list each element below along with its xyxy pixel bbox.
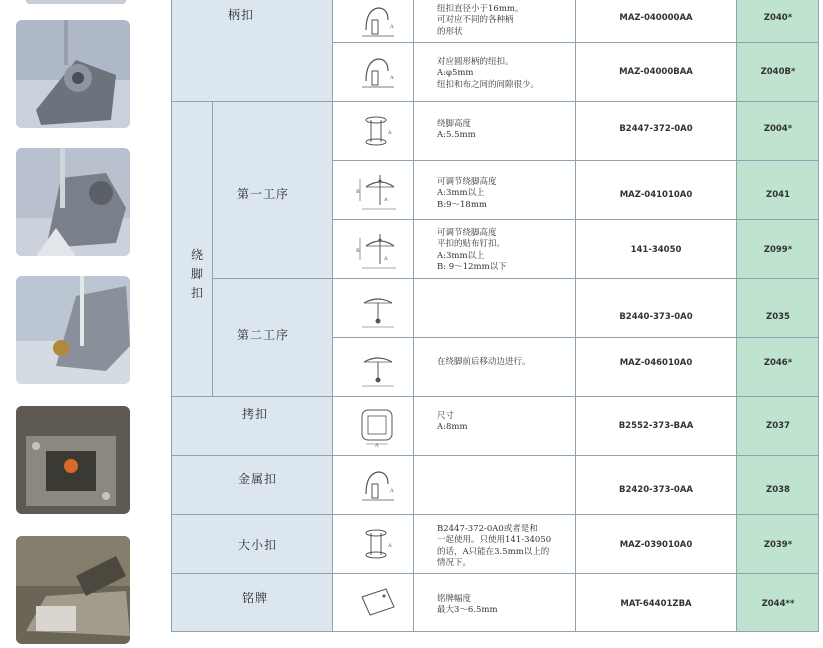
attachment-code: Z035 [766,312,790,322]
description-line: A:8mm [437,422,468,433]
description-line: B: 9～12mm以下 [437,262,507,273]
part-number: MAZ-04000BAA [619,67,693,77]
attachment-code: Z004* [763,124,793,134]
description-cell [414,456,576,515]
part-number: MAZ-041010A0 [619,190,693,200]
svg-text:B: B [356,189,360,195]
wrap-second-icon [356,289,400,329]
description-line: 平扣的贴布钉扣。 [437,239,506,250]
shank-button-icon [356,2,400,42]
process-label-first: 第一工序 [237,187,290,201]
sewing-machine-photo-3 [16,276,130,384]
category-label: 拷扣 [242,407,269,421]
group-label-text: 绕脚扣 [190,248,203,300]
description-line: 最大3～6.5mm [437,605,498,616]
square-button-icon [356,407,400,447]
description-line: 的形状 [437,26,463,37]
description-line: B:9～18mm [437,199,487,210]
category-label: 大小扣 [238,538,278,552]
svg-text:A: A [384,256,388,262]
process-label-second: 第二工序 [237,328,290,342]
attachment-code: Z038 [766,485,790,495]
description-line: 的话，A只能在3.5mm以上的 [437,546,550,557]
description-line: 情况下。 [437,558,472,569]
category-label: 金属扣 [238,472,278,486]
part-number: B2420-373-0AA [618,485,693,495]
description-line: 铭牌幅度 [437,594,472,604]
attachment-code: Z040B* [760,67,796,77]
description-line: 尺寸 [437,411,455,421]
attachment-code: Z099* [763,245,793,255]
attachment-code: Z039* [763,540,793,550]
description-line: A:5.5mm [437,130,476,141]
sewing-machine-photo-4 [16,406,130,514]
svg-text:A: A [390,488,394,494]
svg-text:A: A [388,130,392,136]
description-cell [414,279,576,338]
sewing-machine-photo-5 [16,536,130,644]
svg-text:A: A [390,24,394,30]
description-line: A:φ5mm [437,68,474,79]
category-label: 柄扣 [228,8,255,22]
attachment-code: Z046* [763,358,793,368]
description-text [437,119,575,142]
part-number: MAZ-039010A0 [619,540,693,550]
wrap-move-icon [356,348,400,388]
description-text [437,594,575,617]
description-text [437,4,575,38]
description-line: 在绕脚前后移动边进行。 [437,357,531,367]
attachment-code: Z040* [763,13,793,23]
part-number: 141-34050 [630,245,682,255]
part-number: B2440-373-0A0 [619,312,693,322]
description-line: 纽扣直径小于16mm。 [437,4,524,14]
code-cell [737,279,819,338]
group-label-wrap [190,246,204,303]
description-line: 一起使用。只使用141-34050 [437,535,552,546]
description-line: 可调节绕脚高度 [437,177,497,187]
description-text [437,57,575,91]
adjustable-wrap-icon [356,171,400,211]
description-text [437,524,575,570]
wrap-height-icon [356,112,400,152]
part-number: MAZ-046010A0 [619,358,693,368]
description-line: 可调节绕脚高度 [437,228,497,238]
description-line: A:3mm以上 [437,188,485,199]
part-number-cell [576,279,737,338]
nameplate-icon [356,583,400,623]
round-shank-button-icon [356,53,400,93]
svg-text:A: A [390,75,394,81]
description-text [437,228,575,274]
attachment-code: Z037 [766,421,790,431]
description-line: 绕脚高度 [437,119,472,129]
description-text [437,357,575,368]
adjustable-flat-wrap-icon [356,230,400,270]
part-number: MAT-64401ZBA [620,599,692,609]
description-line: 对应圆形柄的纽扣。 [437,57,514,67]
svg-text:A: A [375,442,379,447]
description-text [437,411,575,434]
part-number: B2447-372-0A0 [619,124,693,134]
metal-button-icon [356,466,400,506]
svg-text:B: B [356,248,360,254]
svg-text:A: A [388,543,392,549]
description-line: 可对应不同的各种柄 [437,15,514,26]
large-small-button-icon [356,525,400,565]
sewing-machine-photo-2 [16,148,130,256]
photo-top-edge [26,0,126,4]
part-number: MAZ-040000AA [619,13,693,23]
attachment-code: Z041 [766,190,790,200]
attachment-code: Z044** [761,599,795,609]
sewing-machine-photo-1 [16,20,130,128]
description-line: 纽扣和布之间的间隙很少。 [437,79,540,90]
category-label: 铭牌 [242,591,269,605]
description-line: B2447-372-0A0或者是和 [437,524,538,534]
svg-text:A: A [384,197,388,203]
description-line: A:3mm以上 [437,250,485,261]
description-text [437,177,575,211]
part-number: B2552-373-BAA [618,421,694,431]
